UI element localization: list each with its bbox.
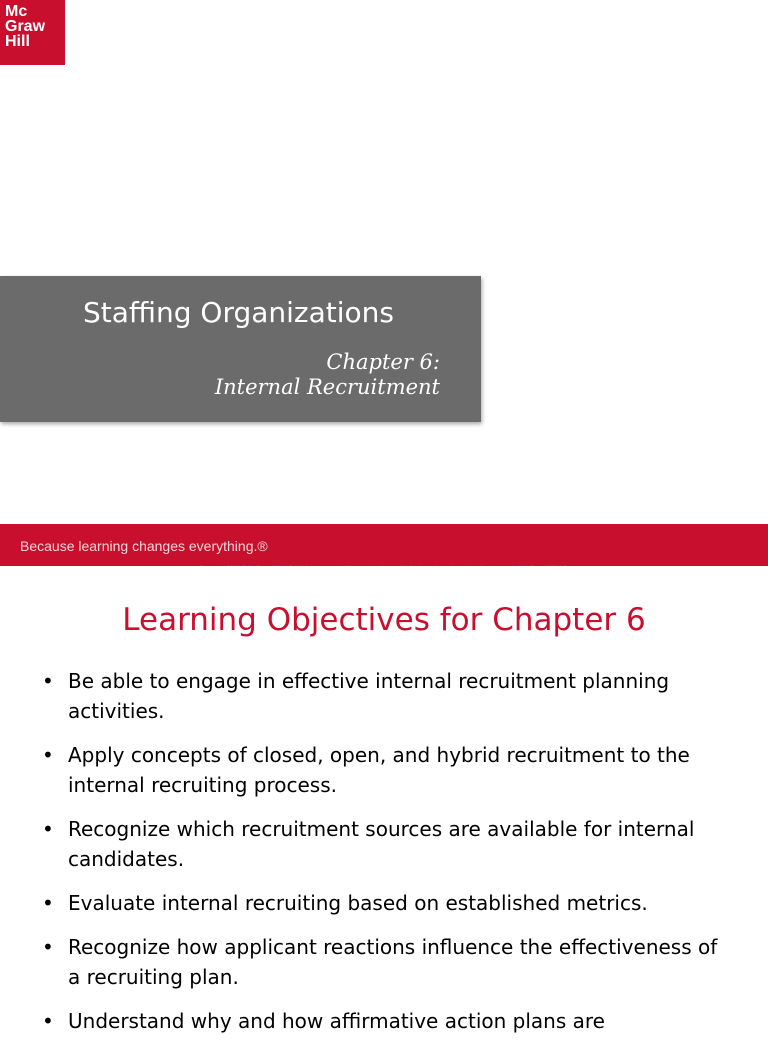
objective-text: Recognize how applicant reactions influence the effectiveness of a recruiting plan. [68, 935, 718, 989]
objective-text: Be able to engage in effective internal recruitment planning activities. [68, 669, 670, 723]
tagline-bar [0, 524, 768, 566]
objectives-list [42, 666, 732, 1050]
bullet-icon: • [42, 935, 54, 959]
tagline: Because learning changes everything.® [20, 538, 268, 554]
objective-text: Understand why and how affirmative action plans are [68, 1009, 605, 1033]
objective-item [42, 814, 732, 874]
title-box [0, 276, 481, 422]
objective-item [42, 888, 732, 918]
bullet-icon: • [42, 891, 54, 915]
objectives-title: Learning Objectives for Chapter 6 [122, 602, 646, 638]
objective-item [42, 1006, 732, 1036]
logo-line-1: Mc [5, 3, 28, 20]
bullet-icon: • [42, 817, 54, 841]
objective-item [42, 932, 732, 992]
logo-line-2: Graw [5, 18, 46, 35]
mcgraw-hill-logo [0, 0, 65, 65]
objective-text: Recognize which recruitment sources are available for internal candidates. [68, 817, 695, 871]
objective-text: Apply concepts of closed, open, and hybrid recruitment to the internal recruiting process. [68, 743, 690, 797]
chapter-name: Internal Recruitment [214, 375, 440, 399]
objectives-slide [0, 566, 768, 1033]
chapter-subtitle [215, 350, 440, 400]
bullet-icon: • [42, 1009, 54, 1033]
bullet-icon: • [42, 743, 54, 767]
chapter-number: Chapter 6: [326, 350, 440, 374]
objective-text: Evaluate internal recruiting based on established metrics. [68, 891, 648, 915]
slide-title: Staffing Organizations [83, 296, 394, 329]
objective-item [42, 666, 732, 726]
objective-item [42, 740, 732, 800]
logo-line-3: Hill [5, 33, 30, 50]
bullet-icon: • [42, 669, 54, 693]
